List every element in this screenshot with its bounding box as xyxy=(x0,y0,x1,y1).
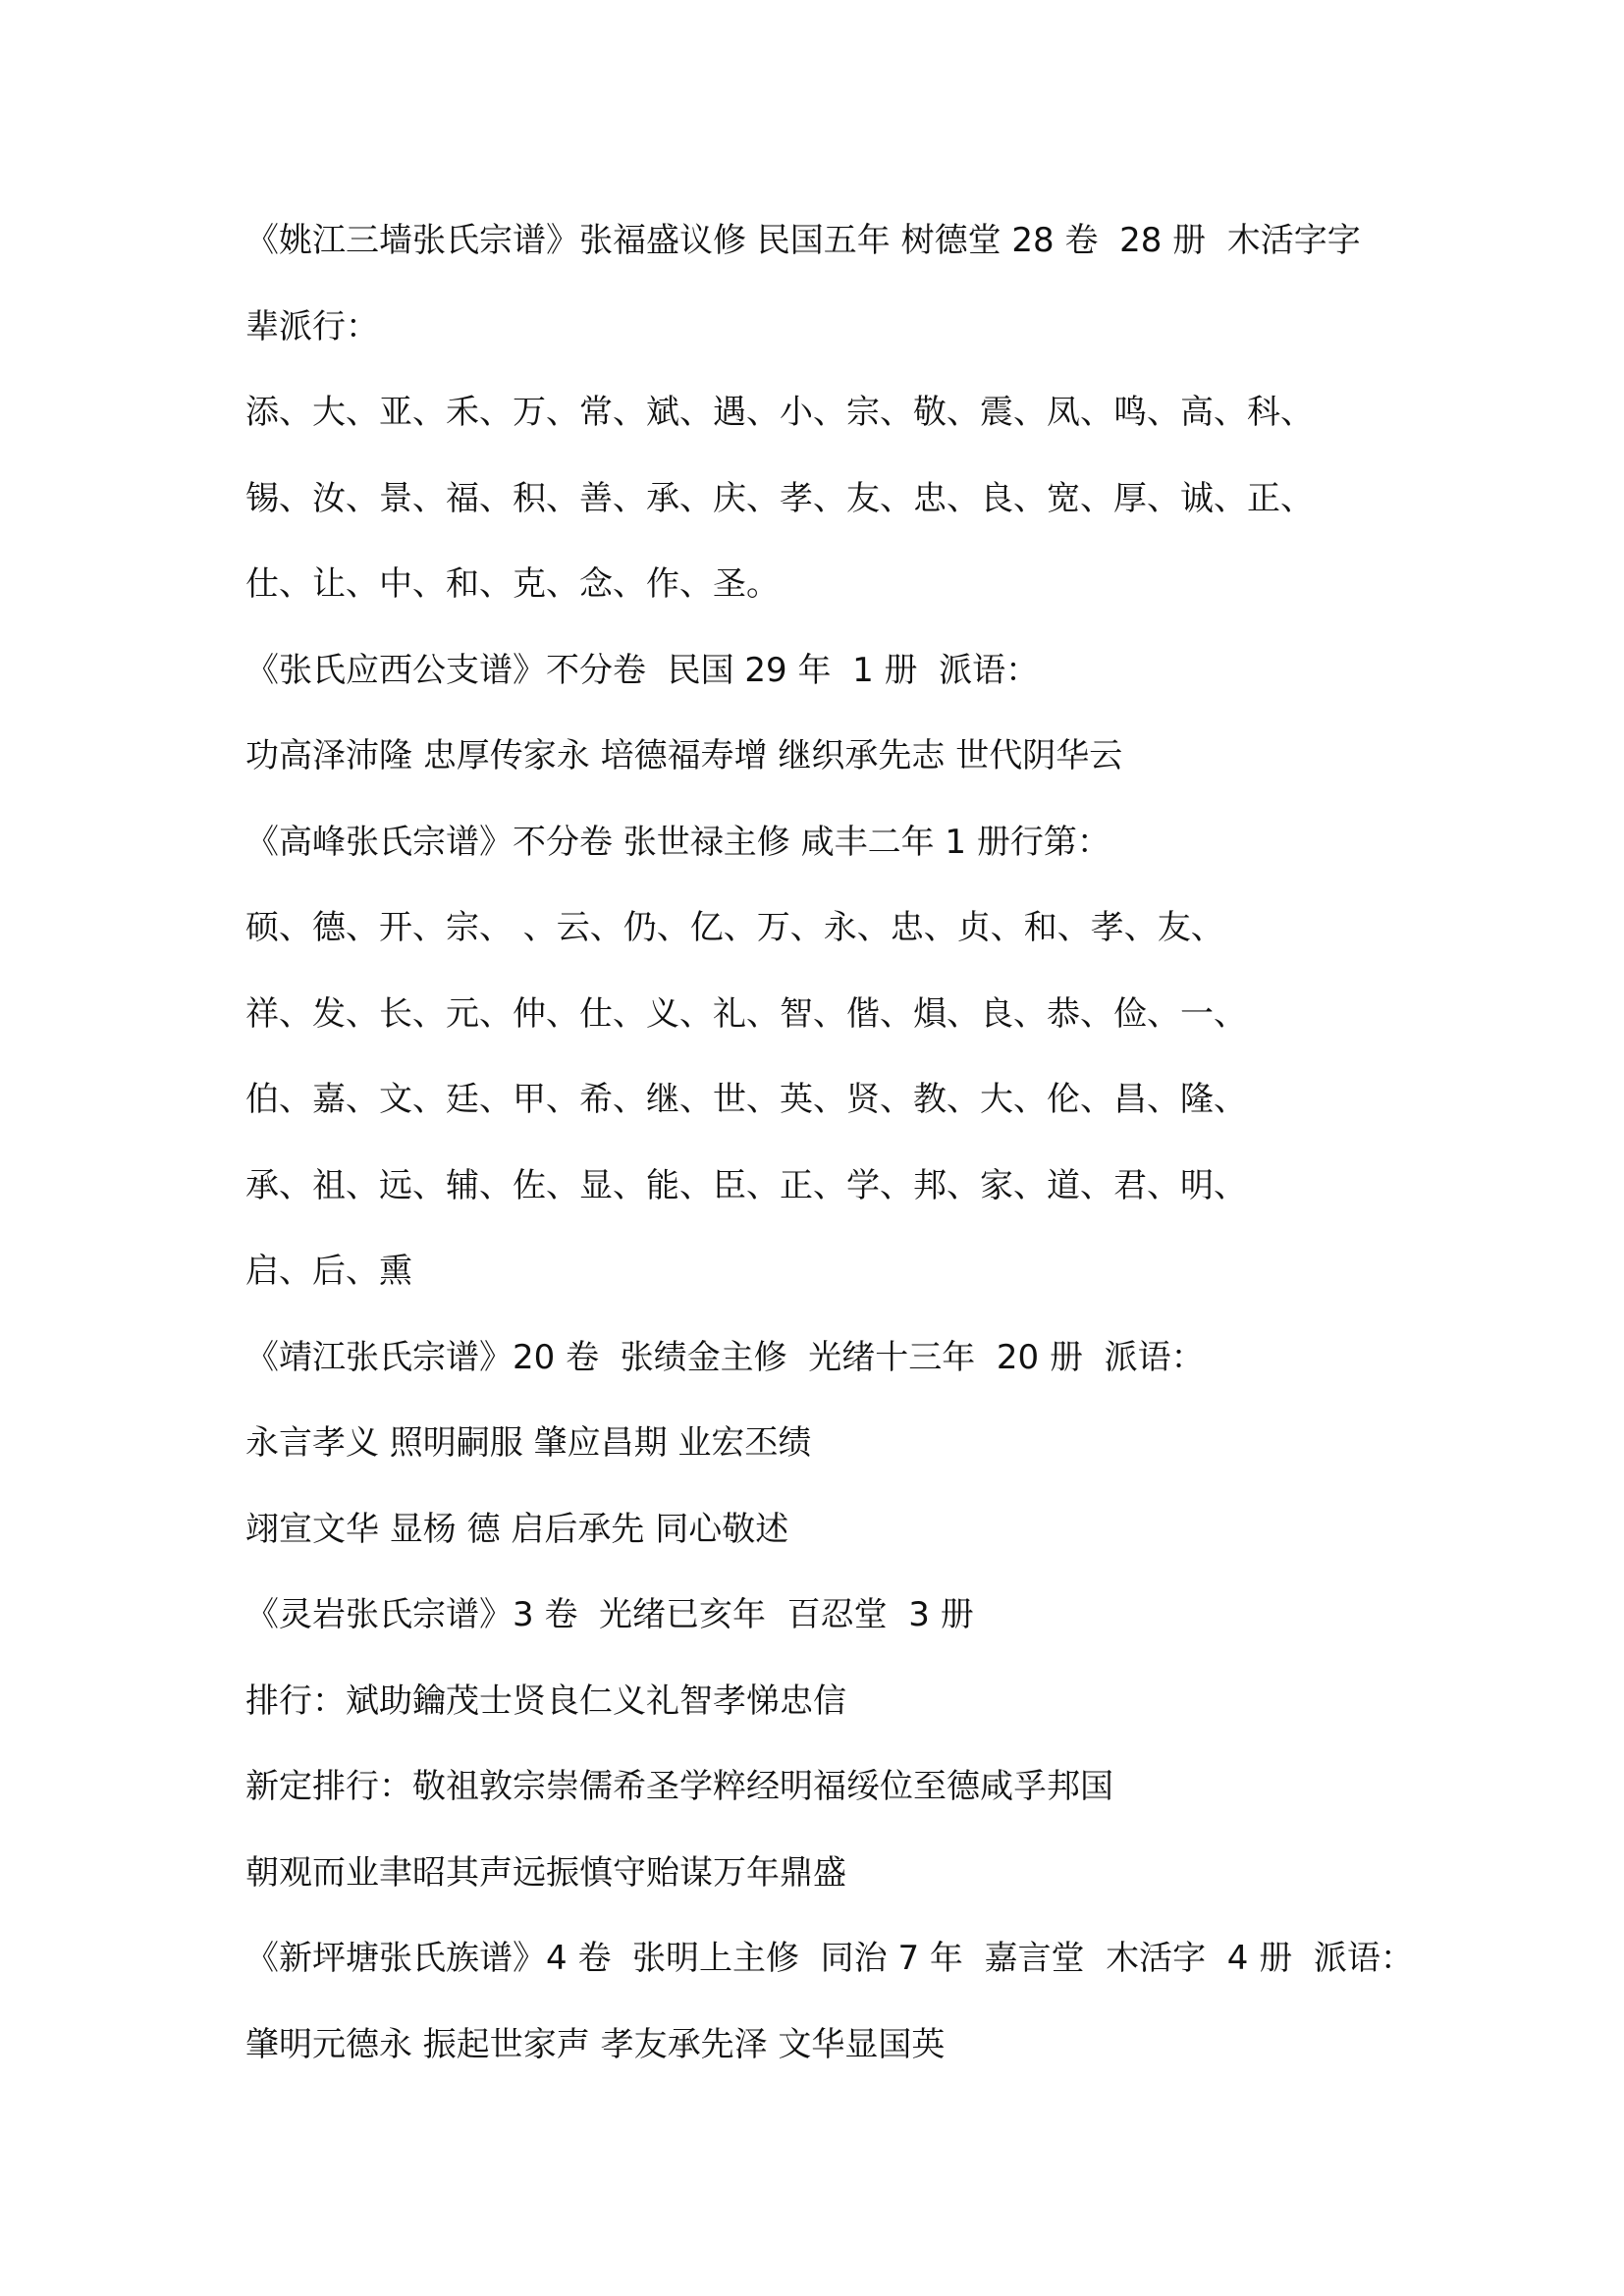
text-line: 《灵岩张氏宗谱》3 卷 光绪已亥年 百忍堂 3 册 xyxy=(245,1595,974,1634)
genealogy-text-block xyxy=(245,213,1443,2103)
text-line: 伯、嘉、文、廷、甲、希、继、世、英、贤、教、大、伦、昌、隆、 xyxy=(245,1080,1247,1119)
text-line: 《靖江张氏宗谱》20 卷 张绩金主修 光绪十三年 20 册 派语： xyxy=(245,1337,1205,1377)
text-line: 辈派行： xyxy=(245,306,379,347)
text-line: 添、大、亚、禾、万、常、斌、遇、小、宗、敬、震、凤、鸣、高、科、 xyxy=(245,393,1314,432)
text-line: 肇明元德永 振起世家声 孝友承先泽 文华显国英 xyxy=(245,2024,946,2064)
text-line: 《新坪塘张氏族谱》4 卷 张明上主修 同治 7 年 嘉言堂 木活字 4 册 派语： xyxy=(245,1939,1414,1978)
text-line: 启、后、熏 xyxy=(245,1252,412,1291)
text-line: 排行：斌助鑰茂士贤良仁义礼智孝悌忠信 xyxy=(245,1681,846,1721)
text-line: 新定排行：敬祖敦宗崇儒希圣学粹经明福绥位至德咸孚邦国 xyxy=(245,1767,1113,1806)
text-line: 朝观而业聿昭其声远振慎守贻谋万年鼎盛 xyxy=(245,1852,846,1893)
text-line: 《姚江三墙张氏宗谱》张福盛议修 民国五年 树德堂 28 卷 28 册 木活字字 xyxy=(245,221,1361,260)
text-line: 功高泽沛隆 忠厚传家永 培德福寿增 继织承先志 世代阴华云 xyxy=(245,736,1123,775)
text-line: 锡、汝、景、福、积、善、承、庆、孝、友、忠、良、宽、厚、诚、正、 xyxy=(245,478,1314,518)
text-line: 《高峰张氏宗谱》不分卷 张世禄主修 咸丰二年 1 册行第： xyxy=(245,822,1110,862)
text-line: 仕、让、中、和、克、念、作、圣。 xyxy=(245,564,780,604)
text-line: 祥、发、长、元、仲、仕、义、礼、智、偕、熉、良、恭、俭、一、 xyxy=(245,993,1247,1034)
text-line: 承、祖、远、辅、佐、显、能、臣、正、学、邦、家、道、君、明、 xyxy=(245,1165,1247,1205)
text-line: 翊宣文华 显杨 德 启后承先 同心敬述 xyxy=(245,1509,789,1549)
text-line: 永言孝义 照明嗣服 肇应昌期 业宏丕绩 xyxy=(245,1423,812,1463)
text-line: 硕、德、开、宗、 、云、仍、亿、万、永、忠、贞、和、孝、友、 xyxy=(245,908,1224,947)
text-line: 《张氏应西公支谱》不分卷 民国 29 年 1 册 派语： xyxy=(245,650,1040,690)
